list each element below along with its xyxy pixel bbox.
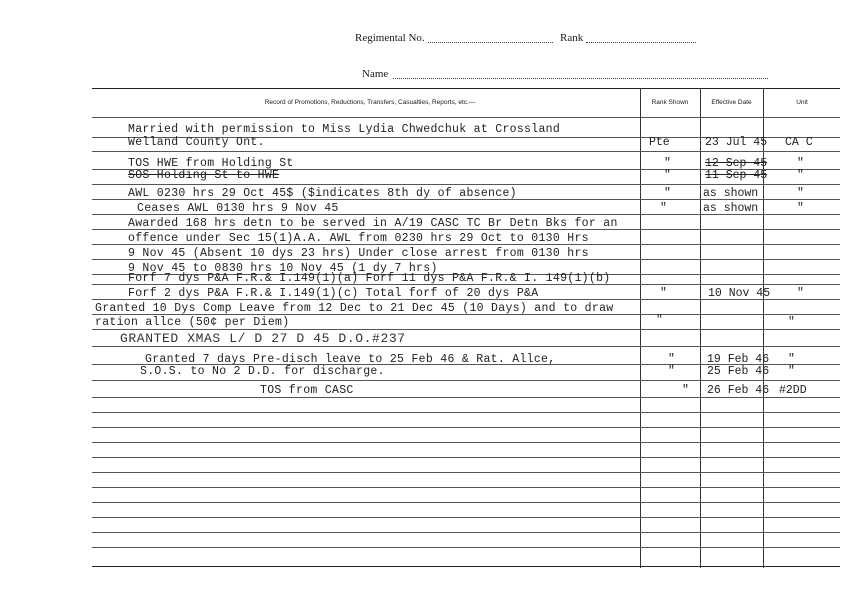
record-entry: 9 Nov 45 (Absent 10 dys 23 hrs) Under close arrest from 0130 hrs — [128, 247, 589, 260]
record-entry: offence under Sec 15(1)A.A. AWL from 0230 hrs 29 Oct to 0130 Hrs — [128, 232, 589, 245]
rule-line — [92, 151, 840, 152]
rule-line — [92, 517, 840, 518]
rule-line — [92, 329, 840, 330]
rank-cell: " — [682, 384, 689, 397]
record-entry: S.O.S. to No 2 D.D. for discharge. — [140, 365, 385, 378]
record-entry: 9 Nov 45 to 0830 hrs 10 Nov 45 (1 dy 7 hrs) — [128, 262, 438, 275]
rank-cell: " — [656, 314, 663, 327]
date-cell: 11 Sep 45 — [705, 169, 768, 182]
unit-cell: " — [797, 157, 804, 170]
unit-cell: " — [797, 169, 804, 182]
record-entry: Forf 7 dys P&A F.R.& I.149(1)(a) Forf 11 dys P&A F.R.& I. 149(1)(b) — [128, 272, 611, 285]
rank-cell: " — [660, 202, 667, 215]
date-cell: as shown — [703, 202, 759, 215]
record-entry: Ceases AWL 0130 hrs 9 Nov 45 — [137, 202, 339, 215]
rule-line — [92, 442, 840, 443]
rule-line — [92, 397, 840, 398]
unit-cell: #2DD — [779, 384, 807, 397]
col-divider-rank — [640, 88, 641, 568]
unit-cell: " — [788, 353, 795, 366]
rule-line — [92, 346, 840, 347]
rank-cell: " — [664, 187, 671, 200]
table-bottom-border — [92, 566, 840, 567]
name-label: Name — [362, 68, 389, 80]
date-cell: 10 Nov 45 — [708, 287, 771, 300]
record-entry: Granted 10 Dys Comp Leave from 12 Dec to 21 Dec 45 (10 Days) and to draw — [95, 302, 614, 315]
rank-label: Rank — [560, 32, 584, 44]
unit-column-header: Unit — [796, 99, 808, 106]
regimental-no-field — [428, 42, 553, 43]
rank-cell: " — [664, 169, 671, 182]
date-cell: 19 Feb 46 — [707, 353, 770, 366]
unit-cell: " — [797, 202, 804, 215]
rank-cell: " — [668, 353, 675, 366]
rank-cell: " — [668, 365, 675, 378]
rank-cell: " — [660, 287, 667, 300]
rank-field — [586, 42, 696, 43]
name-field — [393, 78, 768, 79]
date-cell: 25 Feb 46 — [707, 365, 770, 378]
unit-cell: " — [797, 287, 804, 300]
rank-shown-column-header: Rank Shown — [651, 99, 689, 106]
unit-cell: CA C — [785, 136, 813, 149]
record-column-header: Record of Promotions, Reductions, Transfers, Casualties, Reports, etc.— — [264, 99, 476, 106]
table-top-border — [92, 88, 840, 89]
regimental-no-label: Regimental No. — [355, 32, 425, 44]
header-bottom-border — [92, 117, 840, 118]
record-entry: Awarded 168 hrs detn to be served in A/19 CASC TC Br Detn Bks for an — [128, 217, 618, 230]
rule-line — [92, 532, 840, 533]
date-cell: as shown — [703, 187, 759, 200]
record-entry: SOS Holding St to HWE — [128, 169, 280, 182]
rank-cell: " — [664, 157, 671, 170]
rule-line — [92, 457, 840, 458]
effective-date-column-header: Effective Date — [711, 99, 752, 106]
rule-line — [92, 547, 840, 548]
record-entry: AWL 0230 hrs 29 Oct 45$ ($indicates 8th dy of absence) — [128, 187, 517, 200]
record-entry: Forf 2 dys P&A F.R.& I.149(1)(c) Total forf of 20 dys P&A — [128, 287, 539, 300]
record-entry: TOS HWE from Holding St — [128, 157, 294, 170]
record-entry: Granted 7 days Pre-disch leave to 25 Feb 46 & Rat. Allce, — [145, 353, 556, 366]
unit-cell: " — [788, 365, 795, 378]
record-entry: Welland County Ont. — [128, 136, 265, 149]
record-entry: ration allce (50¢ per Diem) — [95, 316, 290, 329]
date-cell: 26 Feb 46 — [707, 384, 770, 397]
rule-line — [92, 472, 840, 473]
stamped-entry: GRANTED XMAS L/ D 27 D 45 D.O.#237 — [120, 331, 406, 346]
unit-cell: " — [788, 316, 795, 329]
rank-cell: Pte — [649, 136, 670, 149]
col-divider-date — [700, 88, 701, 568]
record-entry: Married with permission to Miss Lydia Chwedchuk at Crossland — [128, 123, 561, 136]
date-cell: 12 Sep 45 — [705, 157, 768, 170]
rule-line — [92, 184, 840, 185]
record-entry: TOS from CASC — [260, 384, 354, 397]
rule-line — [92, 502, 840, 503]
rule-line — [92, 427, 840, 428]
rule-line — [92, 380, 840, 381]
date-cell: 23 Jul 45 — [705, 136, 768, 149]
rule-line — [92, 412, 840, 413]
rule-line — [92, 487, 840, 488]
unit-cell: " — [797, 187, 804, 200]
